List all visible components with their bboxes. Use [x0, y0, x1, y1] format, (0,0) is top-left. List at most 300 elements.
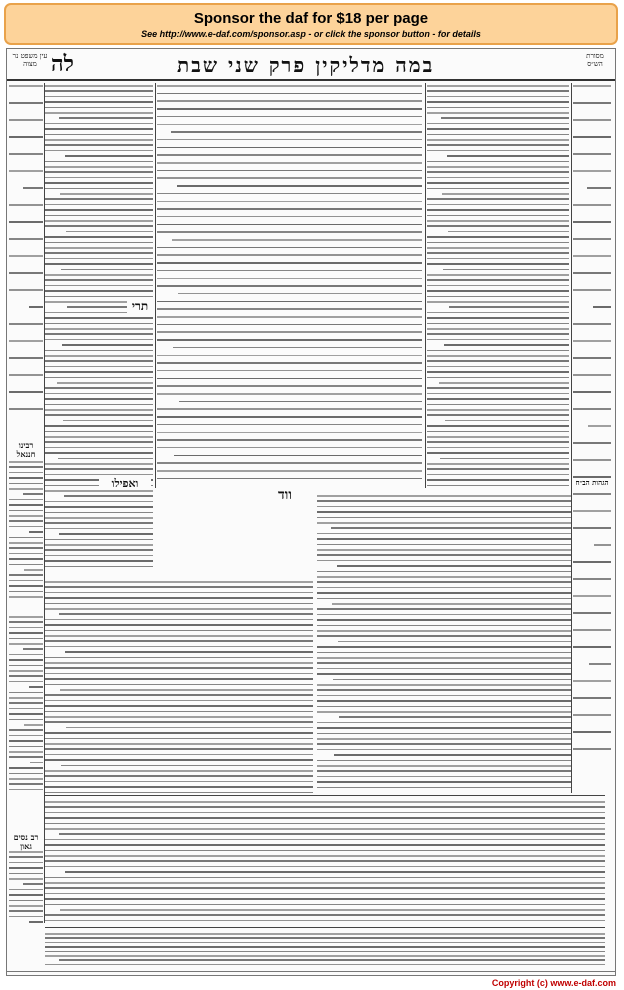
text-line [45, 517, 153, 519]
text-line [427, 242, 569, 244]
text-line [427, 252, 569, 254]
text-line [45, 893, 605, 895]
text-line [45, 285, 153, 287]
text-line [9, 591, 43, 593]
text-line [45, 646, 313, 648]
text-line [9, 692, 43, 694]
text-line [427, 90, 569, 92]
text-line [65, 871, 605, 873]
text-line [45, 350, 153, 352]
text-line [45, 823, 605, 825]
text-line [157, 424, 422, 426]
text-line [45, 775, 313, 777]
column-divider [571, 83, 572, 793]
text-line [45, 220, 153, 222]
text-line [317, 538, 572, 540]
text-line [9, 374, 43, 376]
text-line [317, 760, 572, 762]
text-line [45, 866, 605, 868]
text-line [157, 462, 422, 464]
text-line [45, 506, 153, 508]
text-line [45, 101, 153, 103]
text-line [45, 112, 153, 114]
text-line [9, 461, 43, 463]
text-line [157, 208, 422, 210]
text-line [45, 603, 313, 605]
text-line [66, 231, 153, 233]
copyright-notice[interactable]: Copyright (c) www.e-daf.com [491, 978, 616, 988]
text-line [157, 439, 422, 441]
text-line [9, 596, 43, 598]
text-line [9, 204, 43, 206]
text-line [45, 512, 153, 514]
text-line [427, 355, 569, 357]
text-line [427, 479, 569, 481]
text-line [9, 702, 43, 704]
text-line [45, 96, 153, 98]
text-line [317, 652, 572, 654]
masoret-hashas-column [573, 83, 611, 783]
text-line [45, 252, 153, 254]
text-line [333, 679, 572, 681]
text-line [427, 323, 569, 325]
text-line [9, 778, 43, 780]
text-line [60, 193, 153, 195]
text-line [317, 749, 572, 751]
text-line [588, 425, 611, 427]
text-line [172, 239, 422, 241]
text-line [45, 946, 605, 948]
text-line [157, 408, 422, 410]
text-line [427, 225, 569, 227]
rav-nissim-gaon-heading: רב נסים גאון [13, 832, 39, 851]
text-line [45, 624, 313, 626]
text-line [45, 619, 313, 621]
text-line [9, 391, 43, 393]
text-line [157, 447, 422, 449]
text-line [157, 308, 422, 310]
text-line [427, 414, 569, 416]
text-line [45, 914, 605, 916]
text-line [427, 198, 569, 200]
text-line [59, 833, 605, 835]
text-line [317, 662, 572, 664]
sponsor-subtitle[interactable]: See http://www.e-daf.com/sponsor.asp - or click the sponsor button - for details [141, 29, 481, 39]
text-line [157, 262, 422, 264]
text-line [45, 296, 153, 298]
text-line [45, 770, 313, 772]
gemara-main-text [157, 83, 422, 488]
text-line [427, 447, 569, 449]
text-line [9, 553, 43, 555]
text-line [573, 170, 611, 172]
text-line [45, 839, 605, 841]
text-line [317, 733, 572, 735]
text-line [444, 344, 569, 346]
text-line [573, 527, 611, 529]
text-line [45, 247, 153, 249]
text-line [317, 630, 572, 632]
text-line [9, 889, 43, 891]
text-line [427, 371, 569, 373]
text-line [157, 324, 422, 326]
footer-divider [7, 971, 615, 972]
text-line [45, 555, 153, 557]
text-line [157, 162, 422, 164]
text-line [317, 743, 572, 745]
text-line [317, 506, 572, 508]
text-line [45, 754, 313, 756]
text-line [9, 789, 43, 791]
text-line [427, 204, 569, 206]
text-line [9, 488, 43, 490]
text-line [9, 900, 43, 902]
rabbeinu-chananel-text [9, 459, 43, 609]
text-line [317, 657, 572, 659]
text-line [45, 171, 153, 173]
text-line [59, 959, 605, 961]
text-line [45, 801, 605, 803]
text-line [331, 527, 572, 529]
text-line [23, 648, 43, 650]
text-line [157, 393, 422, 395]
text-line [45, 355, 153, 357]
text-line [317, 646, 572, 648]
page-title: במה מדליקין פרק שני שבת [177, 53, 435, 77]
text-line [45, 85, 153, 87]
text-line [427, 209, 569, 211]
text-line [9, 638, 43, 640]
text-line [427, 409, 569, 411]
text-line [29, 686, 43, 688]
text-line [427, 182, 569, 184]
text-line [317, 614, 572, 616]
text-line [9, 719, 43, 721]
text-line [573, 102, 611, 104]
text-line [593, 306, 611, 308]
text-line [573, 646, 611, 648]
text-line [61, 269, 153, 271]
text-line [317, 673, 572, 675]
text-line [427, 404, 569, 406]
text-line [317, 625, 572, 627]
text-line [45, 898, 605, 900]
text-line [29, 306, 43, 308]
text-line [157, 100, 422, 102]
text-line [9, 85, 43, 87]
text-line [317, 571, 572, 573]
text-line [573, 289, 611, 291]
text-line [157, 355, 422, 357]
text-line [427, 236, 569, 238]
tosafot-lower-column [45, 579, 313, 794]
text-line [45, 920, 605, 922]
hagahot-heading: הגהות הב״ח [575, 478, 609, 487]
text-line [9, 675, 43, 677]
text-line [9, 756, 43, 758]
sponsor-banner[interactable] [4, 3, 618, 45]
text-line [573, 561, 611, 563]
text-line [573, 340, 611, 342]
text-line [45, 684, 313, 686]
text-line [9, 289, 43, 291]
text-line [9, 729, 43, 731]
text-line [24, 569, 43, 571]
text-line [45, 128, 153, 130]
text-line [427, 425, 569, 427]
text-line [573, 119, 611, 121]
text-line [427, 85, 569, 87]
text-line [317, 495, 572, 497]
text-line [45, 441, 153, 443]
text-line [9, 408, 43, 410]
text-line [45, 215, 153, 217]
text-line [427, 387, 569, 389]
text-line [61, 765, 313, 767]
text-line [9, 627, 43, 629]
text-line [9, 323, 43, 325]
text-line [573, 629, 611, 631]
text-line [157, 470, 422, 472]
text-line [45, 560, 153, 562]
text-line [317, 576, 572, 578]
text-line [339, 716, 572, 718]
text-line [317, 598, 572, 600]
text-line [45, 592, 313, 594]
text-line [337, 565, 572, 567]
text-line [45, 339, 153, 341]
footnotes-block [45, 931, 605, 967]
text-line [60, 689, 313, 691]
text-line [442, 193, 569, 195]
text-line [45, 414, 153, 416]
text-line [59, 533, 153, 535]
text-line [317, 511, 572, 513]
text-line [45, 743, 313, 745]
text-line [9, 708, 43, 710]
text-line [427, 101, 569, 103]
text-line [9, 472, 43, 474]
text-line [45, 501, 153, 503]
text-line [157, 193, 422, 195]
text-line [45, 850, 605, 852]
text-line [157, 147, 422, 149]
text-line [317, 689, 572, 691]
text-line [9, 659, 43, 661]
text-line [45, 716, 313, 718]
text-line [317, 684, 572, 686]
text-line [427, 188, 569, 190]
text-line [427, 485, 569, 487]
text-line [157, 385, 422, 387]
text-line [45, 657, 313, 659]
text-line [157, 231, 422, 233]
text-line [45, 263, 153, 265]
text-line [9, 255, 43, 257]
text-line [9, 746, 43, 748]
text-line [45, 139, 153, 141]
text-line [427, 150, 569, 152]
text-line [157, 124, 422, 126]
text-line [427, 263, 569, 265]
text-line [573, 323, 611, 325]
text-line [157, 270, 422, 272]
text-line [447, 155, 569, 157]
text-line [45, 452, 153, 454]
text-line [157, 316, 422, 318]
text-line [45, 377, 153, 379]
text-line [427, 96, 569, 98]
text-line [317, 776, 572, 778]
text-line [45, 528, 153, 530]
rashi-column [427, 83, 569, 488]
text-line [59, 613, 313, 615]
text-line [157, 224, 422, 226]
text-line [178, 293, 422, 295]
folio-number: לה [51, 51, 74, 77]
text-line [427, 474, 569, 476]
text-line [317, 722, 572, 724]
text-line [9, 670, 43, 672]
text-line [177, 185, 422, 187]
rabbeinu-chananel-lower [9, 614, 43, 794]
text-line [24, 724, 43, 726]
text-line [45, 290, 153, 292]
text-line [157, 201, 422, 203]
text-line [427, 128, 569, 130]
text-line [45, 274, 153, 276]
text-line [427, 166, 569, 168]
text-line [9, 878, 43, 880]
text-line [427, 317, 569, 319]
text-line [427, 134, 569, 136]
text-line [587, 187, 611, 189]
text-line [427, 328, 569, 330]
text-line [45, 425, 153, 427]
text-line [443, 269, 569, 271]
text-line [45, 667, 313, 669]
text-line [317, 522, 572, 524]
text-line [427, 220, 569, 222]
text-line [9, 272, 43, 274]
text-line [157, 139, 422, 141]
text-line [441, 117, 569, 119]
text-line [45, 951, 605, 953]
text-line [9, 632, 43, 634]
text-line [317, 549, 572, 551]
text-line [9, 740, 43, 742]
text-line [427, 333, 569, 335]
text-line [573, 493, 611, 495]
text-line [45, 855, 605, 857]
text-line [573, 731, 611, 733]
text-line [45, 635, 313, 637]
text-line [573, 272, 611, 274]
text-line [45, 721, 313, 723]
text-line [45, 904, 605, 906]
text-line [45, 188, 153, 190]
text-line [317, 711, 572, 713]
text-line [45, 317, 153, 319]
text-line [573, 374, 611, 376]
text-line [9, 357, 43, 359]
text-line [440, 458, 569, 460]
text-line [427, 112, 569, 114]
text-line [45, 398, 153, 400]
text-line [427, 463, 569, 465]
text-line [9, 170, 43, 172]
text-line [9, 564, 43, 566]
text-line [45, 544, 153, 546]
text-line [45, 640, 313, 642]
text-line [45, 436, 153, 438]
text-line [45, 828, 605, 830]
text-line [9, 665, 43, 667]
text-line [45, 447, 153, 449]
text-line [45, 123, 153, 125]
text-line [45, 409, 153, 411]
text-line [9, 466, 43, 468]
text-line [45, 673, 313, 675]
text-line [317, 608, 572, 610]
text-line [573, 442, 611, 444]
text-line [9, 735, 43, 737]
sponsor-title[interactable]: Sponsor the daf for $18 per page [193, 10, 429, 27]
text-line [9, 862, 43, 864]
text-line [45, 711, 313, 713]
text-line [317, 635, 572, 637]
text-line [9, 547, 43, 549]
text-line [9, 153, 43, 155]
text-line [427, 247, 569, 249]
text-line [9, 526, 43, 528]
text-line [157, 432, 422, 434]
text-line [594, 544, 611, 546]
text-line [9, 867, 43, 869]
text-line [45, 236, 153, 238]
text-line [573, 714, 611, 716]
tosafot-opening-word: ואפילו [99, 477, 151, 490]
text-line [45, 955, 605, 957]
tosafot-column [45, 83, 153, 573]
text-line [45, 937, 605, 939]
text-line [63, 420, 153, 422]
text-line [445, 420, 569, 422]
text-line [157, 478, 422, 480]
text-line [427, 123, 569, 125]
text-line [157, 170, 422, 172]
text-line [45, 539, 153, 541]
text-line [59, 117, 153, 119]
text-line [317, 781, 572, 783]
text-line [317, 668, 572, 670]
text-line [317, 587, 572, 589]
text-line [427, 215, 569, 217]
text-line [9, 221, 43, 223]
text-line [427, 398, 569, 400]
text-line [45, 134, 153, 136]
text-line [9, 537, 43, 539]
text-line [9, 238, 43, 240]
text-line [9, 643, 43, 645]
text-line [45, 581, 313, 583]
text-line [45, 225, 153, 227]
text-line [9, 856, 43, 858]
text-line [427, 393, 569, 395]
text-line [23, 493, 43, 495]
text-line [45, 323, 153, 325]
text-line [317, 770, 572, 772]
